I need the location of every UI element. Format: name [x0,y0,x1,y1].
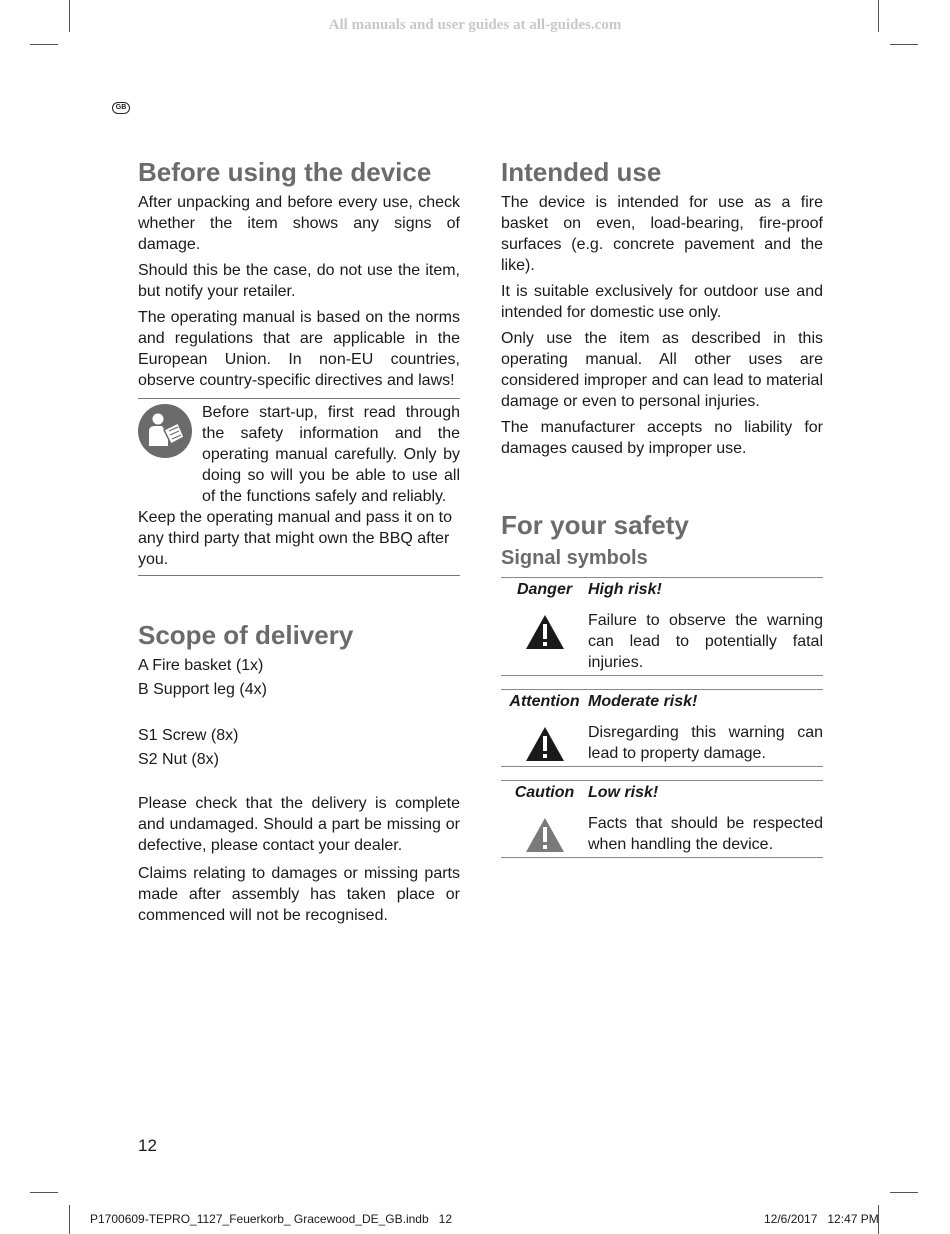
page-number: 12 [138,1136,157,1155]
crop-mark [30,44,58,45]
signal-symbols-subtitle: Signal symbols [501,547,648,569]
print-datetime: 12/6/2017 12:47 PM [764,1212,879,1226]
scope-paragraph: Claims relating to damages or missing parts made after assembly has taken place or commenced will not be recognised. [138,865,460,924]
signal-table [501,577,823,858]
intended-use-title: Intended use [501,157,662,187]
crop-mark [69,1205,70,1234]
before-use-paragraph: Should this be the case, do not use the item, but notify your retailer. [138,262,460,300]
intended-use-paragraph: The device is intended for use as a fire basket on even, load-bearing, fire-proof surfaces (e.g. concrete pavement and the like). [501,194,823,274]
warning-triangle-icon [501,610,588,673]
signal-row-caution [501,780,823,858]
crop-mark [878,0,879,32]
delivery-item: A Fire basket (1x) [138,657,264,674]
language-badge: GB [112,102,130,114]
signal-risk: Low risk! [588,784,659,801]
delivery-item: S1 Screw (8x) [138,727,239,744]
signal-text: Disregarding this warning can lead to property damage. [588,724,823,762]
print-file-name: P1700609-TEPRO_1127_Feuerkorb_ Gracewood_DE_GB.indb 12 [90,1212,452,1226]
safety-title: For your safety [501,510,689,540]
crop-mark [890,1192,918,1193]
crop-mark [30,1192,58,1193]
signal-word: Caution [514,784,575,801]
delivery-list [138,655,460,770]
signal-risk: High risk! [588,581,662,598]
crop-mark [890,44,918,45]
signal-text: Facts that should be respected when handling the device. [588,815,823,853]
warning-triangle-icon [501,722,588,764]
signal-word: Danger [516,581,573,598]
signal-risk: Moderate risk! [588,693,698,710]
signal-word: Attention [509,693,580,710]
scope-title: Scope of delivery [138,620,354,650]
delivery-item: S2 Nut (8x) [138,751,219,768]
intended-use-paragraph: It is suitable exclusively for outdoor use and intended for domestic use only. [501,283,823,321]
watermark: All manuals and user guides at all-guides.com [328,17,622,33]
manual-note [138,398,460,507]
signal-row-attention [501,689,823,767]
left-column [138,156,460,931]
right-column [501,156,823,858]
signal-row-danger [501,578,823,676]
manual-note-text: Before start-up, first read through the safety information and the operating manual carefully. Only by doing so will you be able to use all of the functions safely and reliably. [202,404,460,505]
intended-use-paragraph: The manufacturer accepts no liability for damages caused by improper use. [501,419,823,457]
before-use-paragraph: The operating manual is based on the norms and regulations that are applicable in the European Union. In non-EU countries, observe country-specific directives and laws! [138,309,460,389]
scope-paragraph: Please check that the delivery is complete and undamaged. Should a part be missing or defective, please contact your dealer. [138,795,460,854]
warning-triangle-icon [501,813,588,855]
delivery-item: B Support leg (4x) [138,681,267,698]
before-use-paragraph: After unpacking and before every use, check whether the item shows any signs of damage. [138,194,460,253]
before-use-title: Before using the device [138,157,432,187]
crop-mark [69,0,70,32]
read-manual-icon [138,404,192,458]
signal-text: Failure to observe the warning can lead to potentially fatal injuries. [588,612,823,671]
manual-note-followup: Keep the operating manual and pass it on to any third party that might own the BBQ after you. [138,507,460,576]
intended-use-paragraph: Only use the item as described in this operating manual. All other uses are considered improper and can lead to material damage or even to personal injuries. [501,330,823,410]
